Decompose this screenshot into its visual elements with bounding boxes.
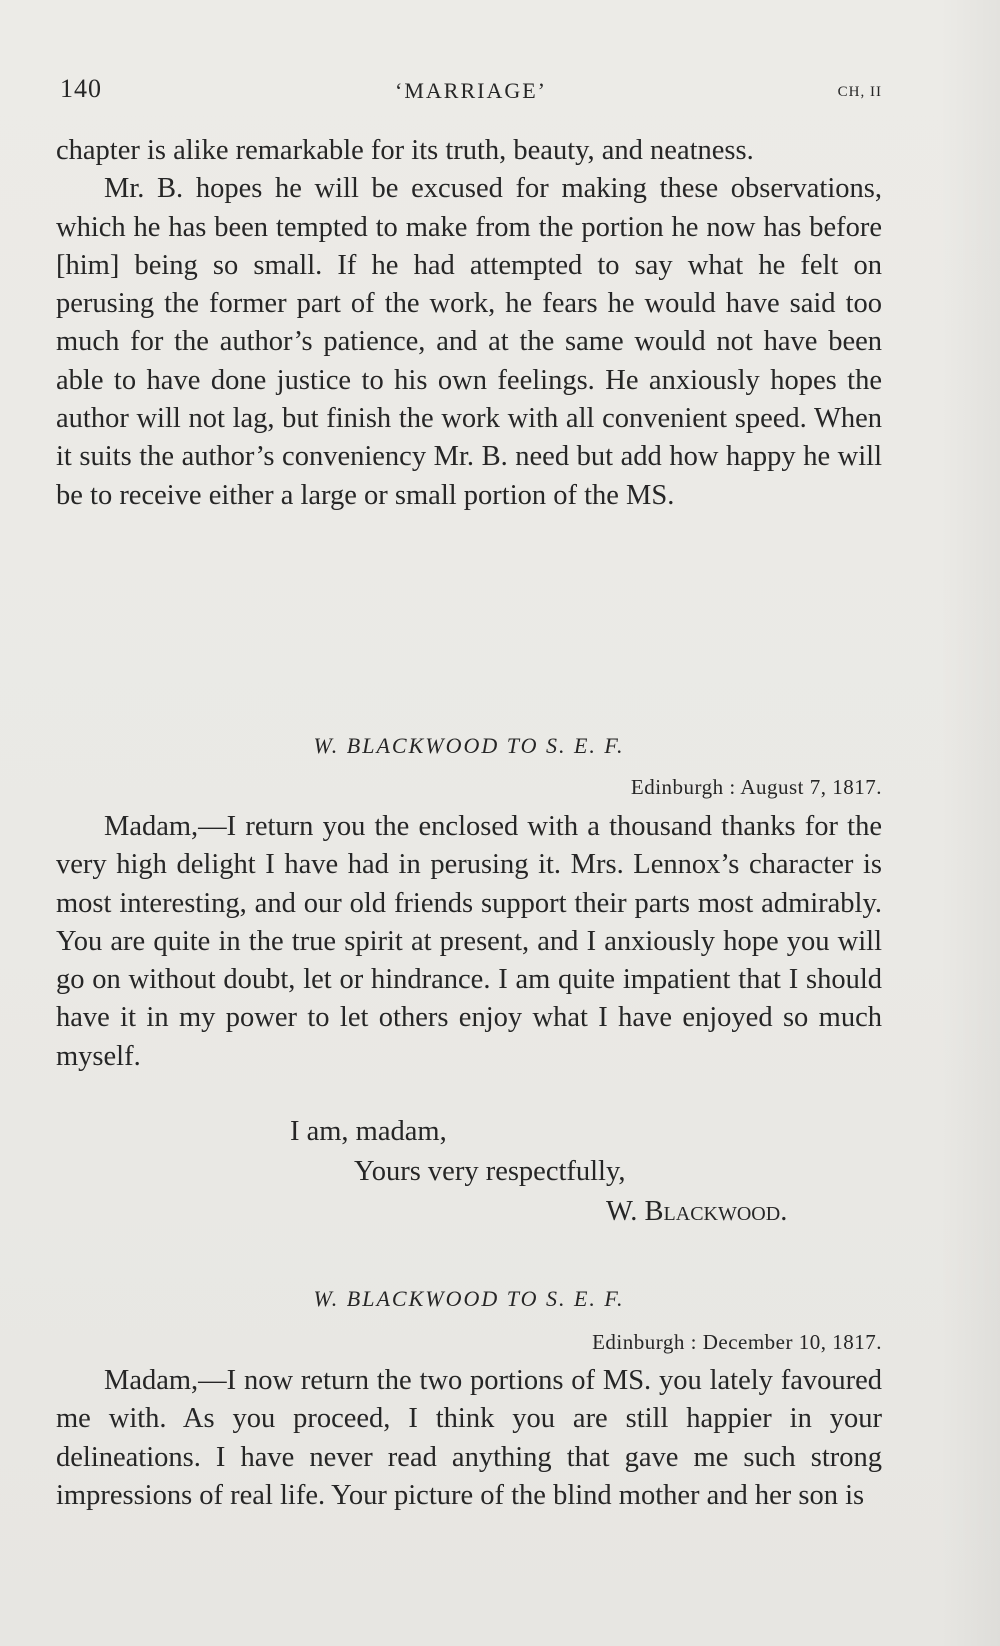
letter-body bbox=[56, 1362, 882, 1515]
letter-dateline: Edinburgh : August 7, 1817. bbox=[630, 775, 882, 799]
page-number: 140 bbox=[60, 74, 102, 103]
running-title: ‘MARRIAGE’ bbox=[395, 78, 547, 103]
chapter-reference: CH, II bbox=[837, 84, 882, 100]
paragraph: Mr. B. hopes he will be excused for making these observations, which he has been tempted to make from the portion he now has before [him] being so small. If he had attempted to say what he felt on perusing the former part of the work, he fears he would have said too much for the author’s patience, and at the same would not have been able to have done justice to his own feelings. He anxiously hopes the author will not lag, but finish the work with all convenient speed. When it suits the author’s conveniency Mr. B. need but add how happy he will be to receive either a large or small portion of the MS. bbox=[56, 173, 882, 511]
page-edge-shadow bbox=[940, 0, 1000, 1646]
page-header bbox=[60, 74, 882, 114]
letter-body bbox=[56, 808, 882, 1076]
letter-signature: W. Blackwood. bbox=[606, 1196, 788, 1227]
letter-heading: W. BLACKWOOD TO S. E. F. bbox=[313, 1286, 625, 1311]
continued-text bbox=[56, 132, 882, 515]
letter-paragraph: Madam,—I now return the two portions of MS. you lately favoured me with. As you proceed, I think you are still happier in your delineations. I have never read anything that gave me such strong impressions of real life. Your picture of the blind mother and her son is bbox=[56, 1365, 882, 1511]
letter-dateline: Edinburgh : December 10, 1817. bbox=[592, 1330, 882, 1354]
letter-closing: I am, madam, bbox=[290, 1116, 447, 1147]
letter-valediction: Yours very respectfully, bbox=[354, 1156, 626, 1187]
paragraph-continuation: chapter is alike remarkable for its truth, beauty, and neatness. bbox=[56, 135, 754, 166]
letter-paragraph: Madam,—I return you the enclosed with a thousand thanks for the very high delight I have had in perusing it. Mrs. Lennox’s character is most interesting, and our old friends support their parts most admirably. You are quite in the true spirit at present, and I anxiously hope you will go on without doubt, let or hindrance. I am quite impatient that I should have it in my power to let others enjoy what I have enjoyed so much myself. bbox=[56, 811, 882, 1072]
letter-heading: W. BLACKWOOD TO S. E. F. bbox=[313, 733, 625, 758]
